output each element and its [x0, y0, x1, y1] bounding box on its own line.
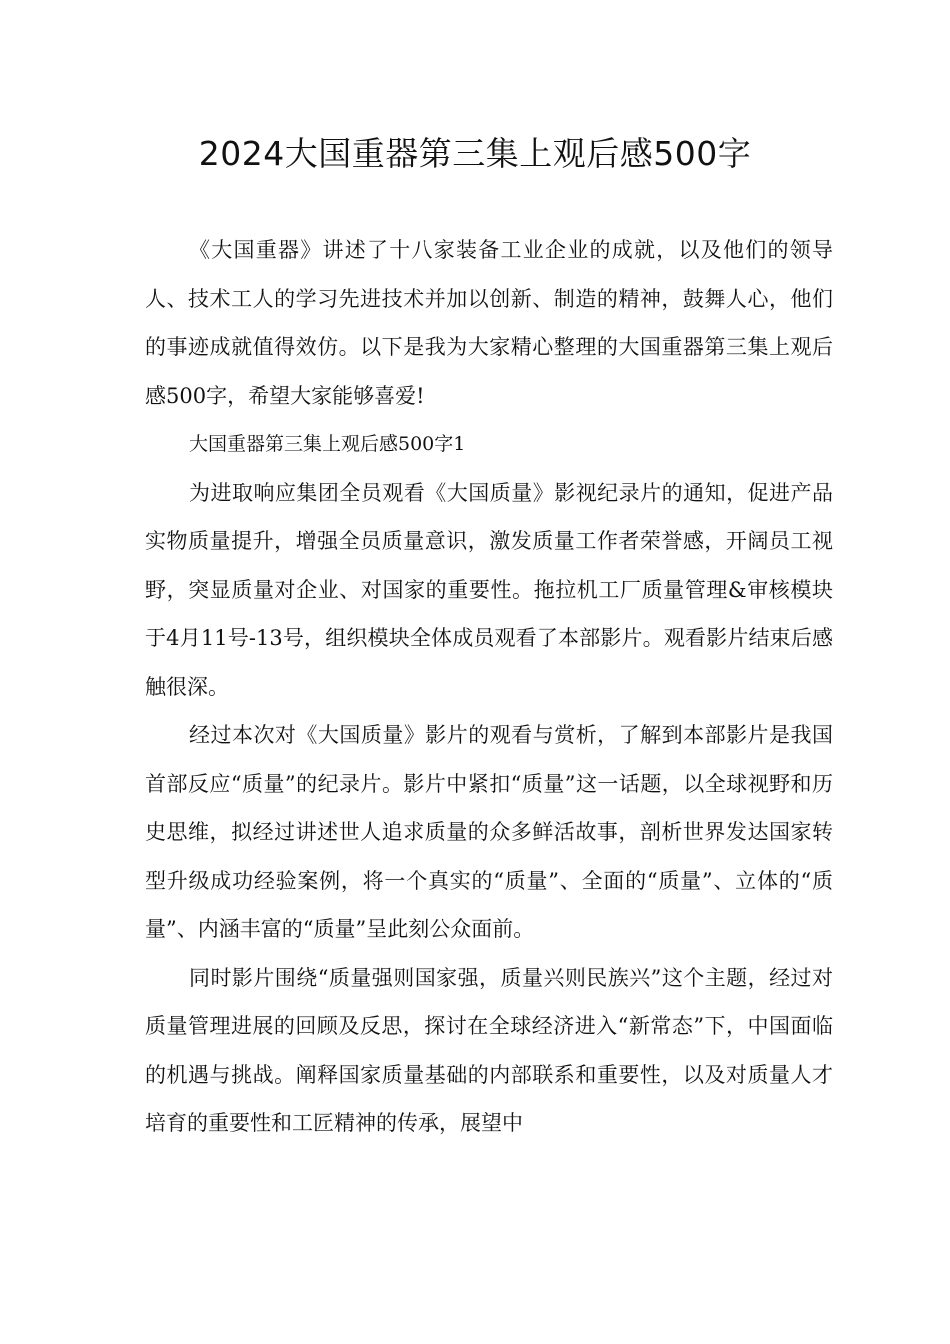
document-body: [145, 226, 833, 1148]
body-paragraph: 为进取响应集团全员观看《大国质量》影视纪录片的通知，促进产品实物质量提升，增强全员质量意识，激发质量工作者荣誉感，开阔员工视野，突显质量对企业、对国家的重要性。拖拉机工厂质量管理&审核模块于4月11号-13号，组织模块全体成员观看了本部影片。观看影片结束后感触很深。: [145, 480, 833, 699]
body-paragraph: 同时影片围绕“质量强则国家强，质量兴则民族兴”这个主题，经过对质量管理进展的回顾及反思，探讨在全球经济进入“新常态”下，中国面临的机遇与挑战。阐释国家质量基础的内部联系和重要性，以及对质量人才培育的重要性和工匠精神的传承，展望中: [145, 965, 833, 1135]
section-heading: 大国重器第三集上观后感500字1: [189, 433, 466, 455]
intro-paragraph: 《大国重器》讲述了十八家装备工业企业的成就，以及他们的领导人、技术工人的学习先进技术并加以创新、制造的精神，鼓舞人心，他们的事迹成就值得效仿。以下是我为大家精心整理的大国重器第三集上观后感500字，希望大家能够喜爱!: [145, 238, 833, 408]
body-paragraph: 经过本次对《大国质量》影片的观看与赏析，了解到本部影片是我国首部反应“质量”的纪录片。影片中紧扣“质量”这一话题，以全球视野和历史思维，拟经过讲述世人追求质量的众多鲜活故事，剖析世界发达国家转型升级成功经验案例，将一个真实的“质量”、全面的“质量”、立体的“质量”、内涵丰富的“质量”呈此刻公众面前。: [145, 723, 833, 941]
document-title: 2024大国重器第三集上观后感500字: [198, 134, 752, 173]
